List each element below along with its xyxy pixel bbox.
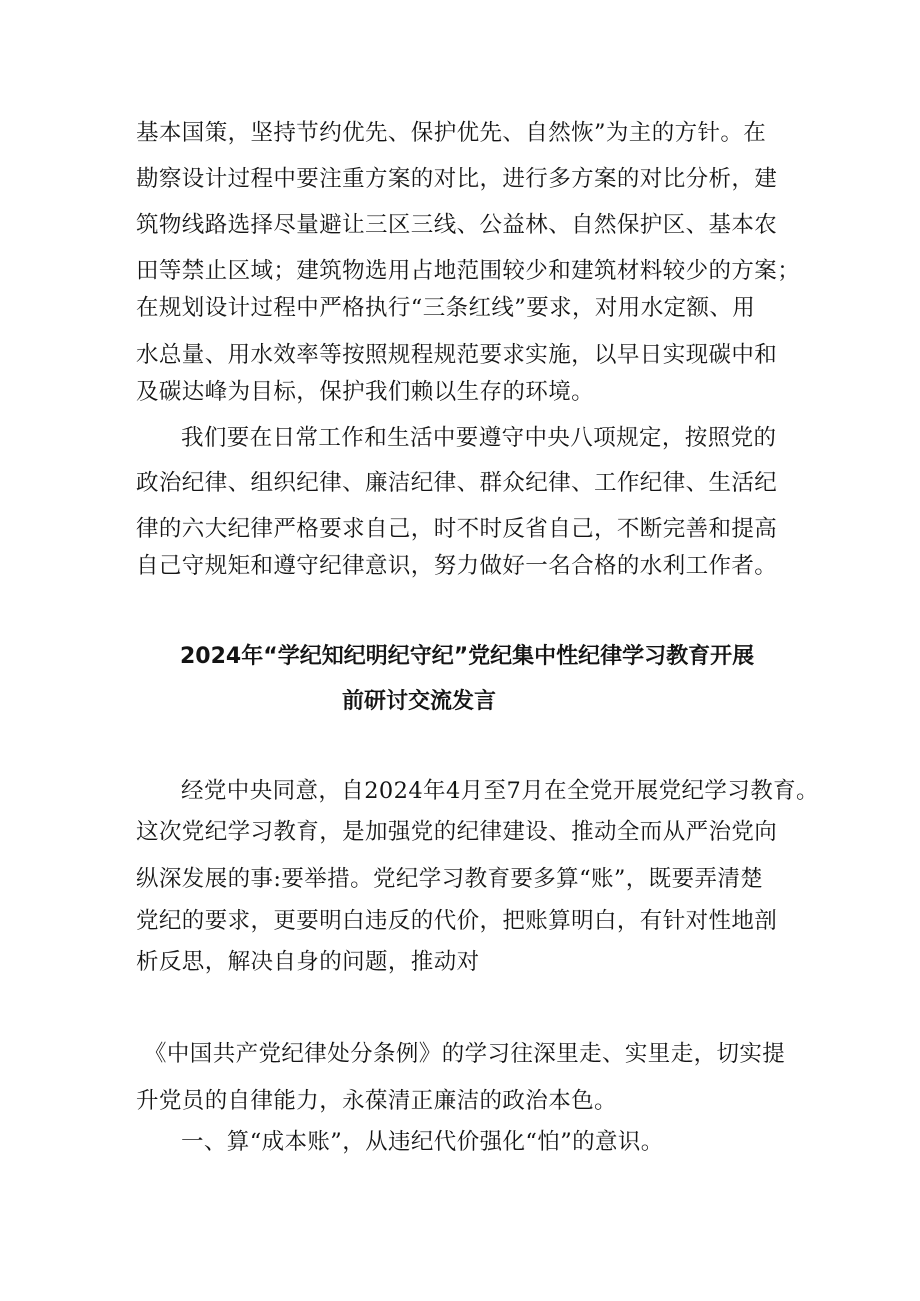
paragraph-line: 升党员的自律能力，永葆清正廉洁的政治本色。 <box>136 1088 617 1114</box>
paragraph-line: 筑物线路选择尽量避让三区三线、公益林、自然保护区、基本农 <box>136 212 778 238</box>
paragraph-line: 经党中央同意，自2024年4月至7月在全党开展党纪学习教育。 <box>181 778 819 804</box>
paragraph-line: 在规划设计过程中严格执行“三条红线”要求，对用水定额、用 <box>136 295 756 321</box>
section-heading-line1: 2024年“学纪知纪明纪守纪”党纪集中性纪律学习教育开展 <box>180 644 755 669</box>
paragraph-line: 律的六大纪律严格要求自己，时不时反省自己，不断完善和提高 <box>136 516 778 542</box>
subsection-heading: 一、算“成本账”，从违纪代价强化“怕”的意识。 <box>181 1129 664 1155</box>
paragraph-line: 政治纪律、组织纪律、廉洁纪律、群众纪律、工作纪律、生活纪 <box>136 470 778 496</box>
paragraph-line: 我们要在日常工作和生活中要遵守中央八项规定，按照党的 <box>181 425 777 451</box>
section-heading-line2: 前研讨交流发言 <box>342 689 497 714</box>
paragraph-line: 水总量、用水效率等按照规程规范要求实施，以早日实现碳中和 <box>136 342 778 368</box>
paragraph-line: 这次党纪学习教育，是加强党的纪律建设、推动全而从严治党向 <box>136 819 778 845</box>
paragraph-line: 田等禁止区域；建筑物选用占地范围较少和建筑材料较少的方案； <box>136 258 801 284</box>
paragraph-line: 及碳达峰为目标，保护我们赖以生存的环境。 <box>136 379 595 405</box>
paragraph-line: 析反思，解决自身的问题，推动对 <box>136 949 480 975</box>
paragraph-line: 基本国策，坚持节约优先、保护优先、自然恢”为主的方针。在 <box>136 120 767 146</box>
paragraph-line: 纵深发展的事:要举措。党纪学习教育要多算“账”，既要弄清楚 <box>136 866 764 892</box>
paragraph-line: 党纪的要求，更要明白违反的代价，把账算明白，有针对性地剖 <box>136 908 778 934</box>
paragraph-line: 《中国共产党纪律处分条例》的学习往深里走、实里走，切实提 <box>144 1041 786 1067</box>
paragraph-line: 自己守规矩和遵守纪律意识，努力做好一名合格的水利工作者。 <box>136 553 778 579</box>
paragraph-line: 勘察设计过程中要注重方案的对比，进行多方案的对比分析，建 <box>136 166 778 192</box>
